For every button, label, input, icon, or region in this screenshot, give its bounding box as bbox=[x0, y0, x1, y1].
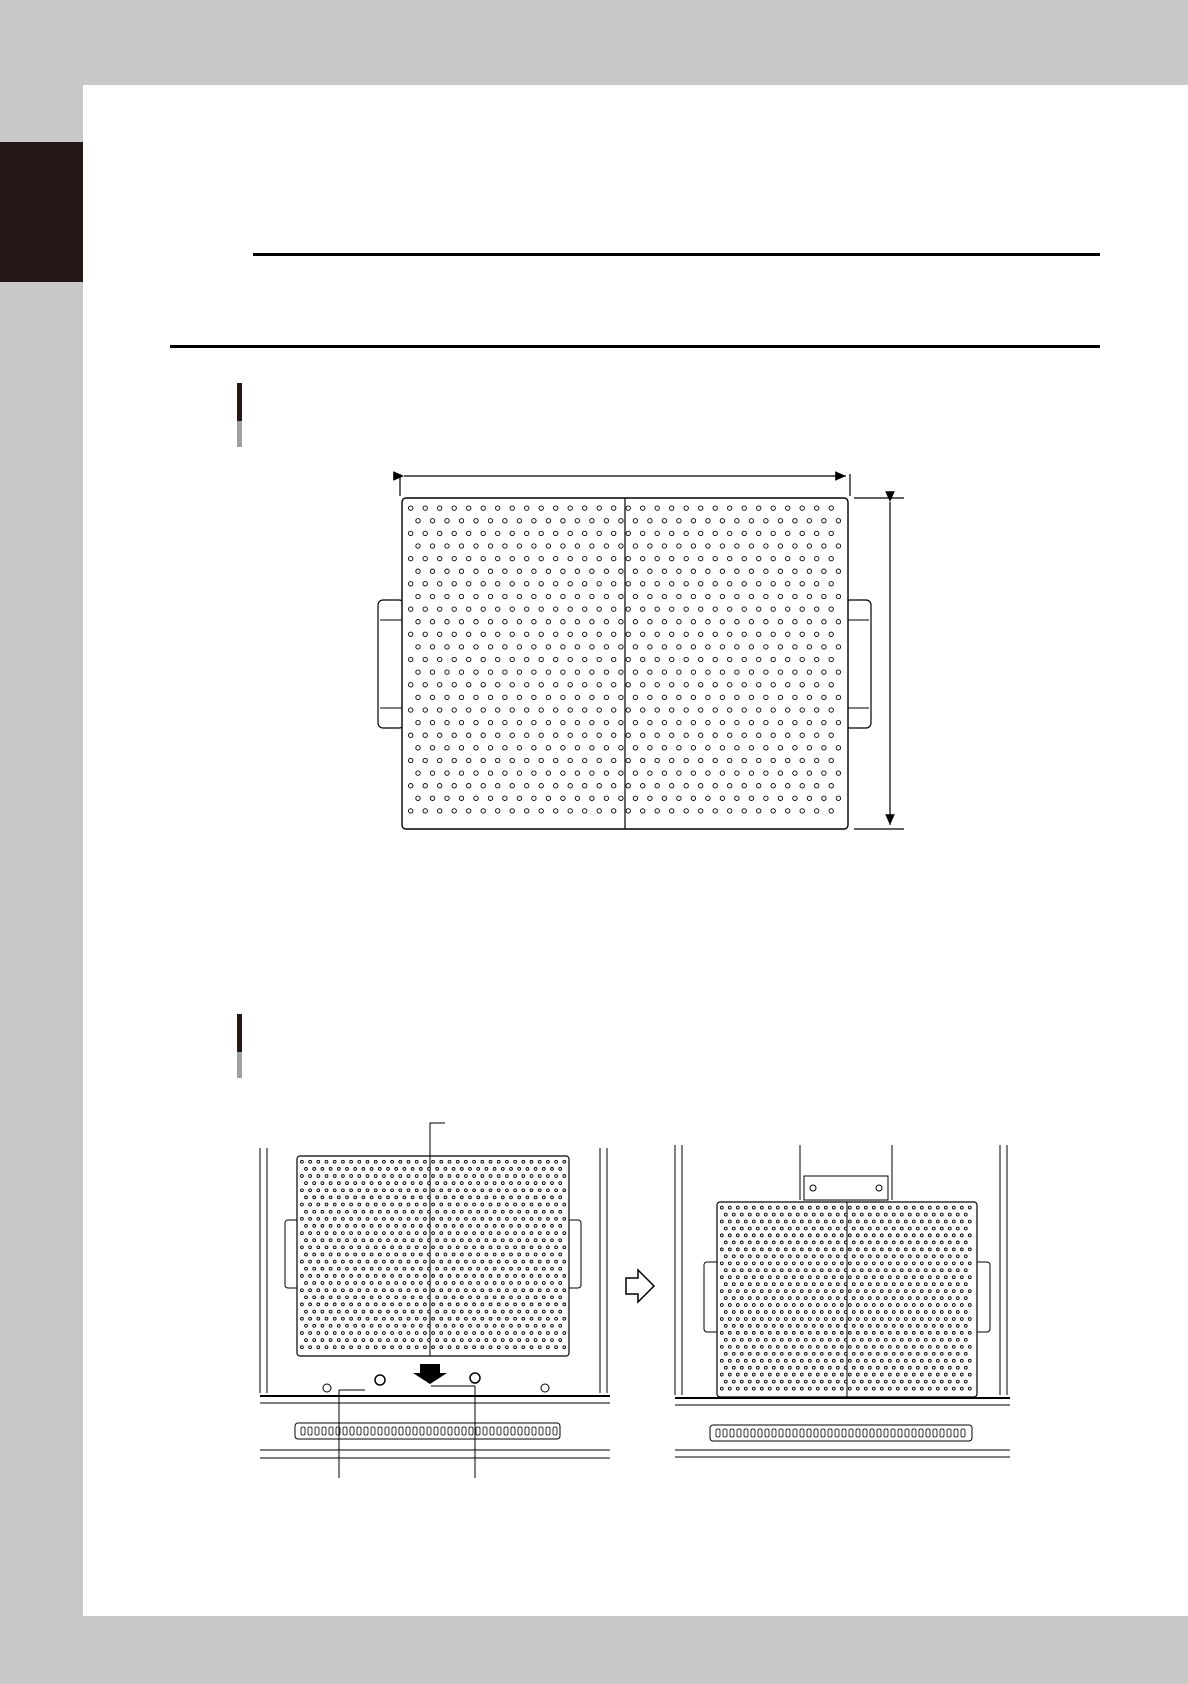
installation-before-figure bbox=[255, 1118, 615, 1493]
right-handle bbox=[845, 600, 871, 728]
chapter-side-tab bbox=[0, 142, 83, 282]
document-page bbox=[83, 85, 1188, 1616]
outline-arrow-right-icon bbox=[624, 1268, 656, 1304]
left-handle bbox=[378, 600, 404, 728]
down-arrow-icon bbox=[413, 1364, 447, 1384]
installation-after-figure bbox=[670, 1140, 1020, 1460]
perforated-plate-figure bbox=[370, 460, 930, 840]
header-rule-short bbox=[253, 253, 1100, 256]
section-marker-2 bbox=[237, 1014, 242, 1078]
header-rule-long bbox=[170, 345, 1100, 348]
section-marker-1 bbox=[237, 383, 242, 447]
